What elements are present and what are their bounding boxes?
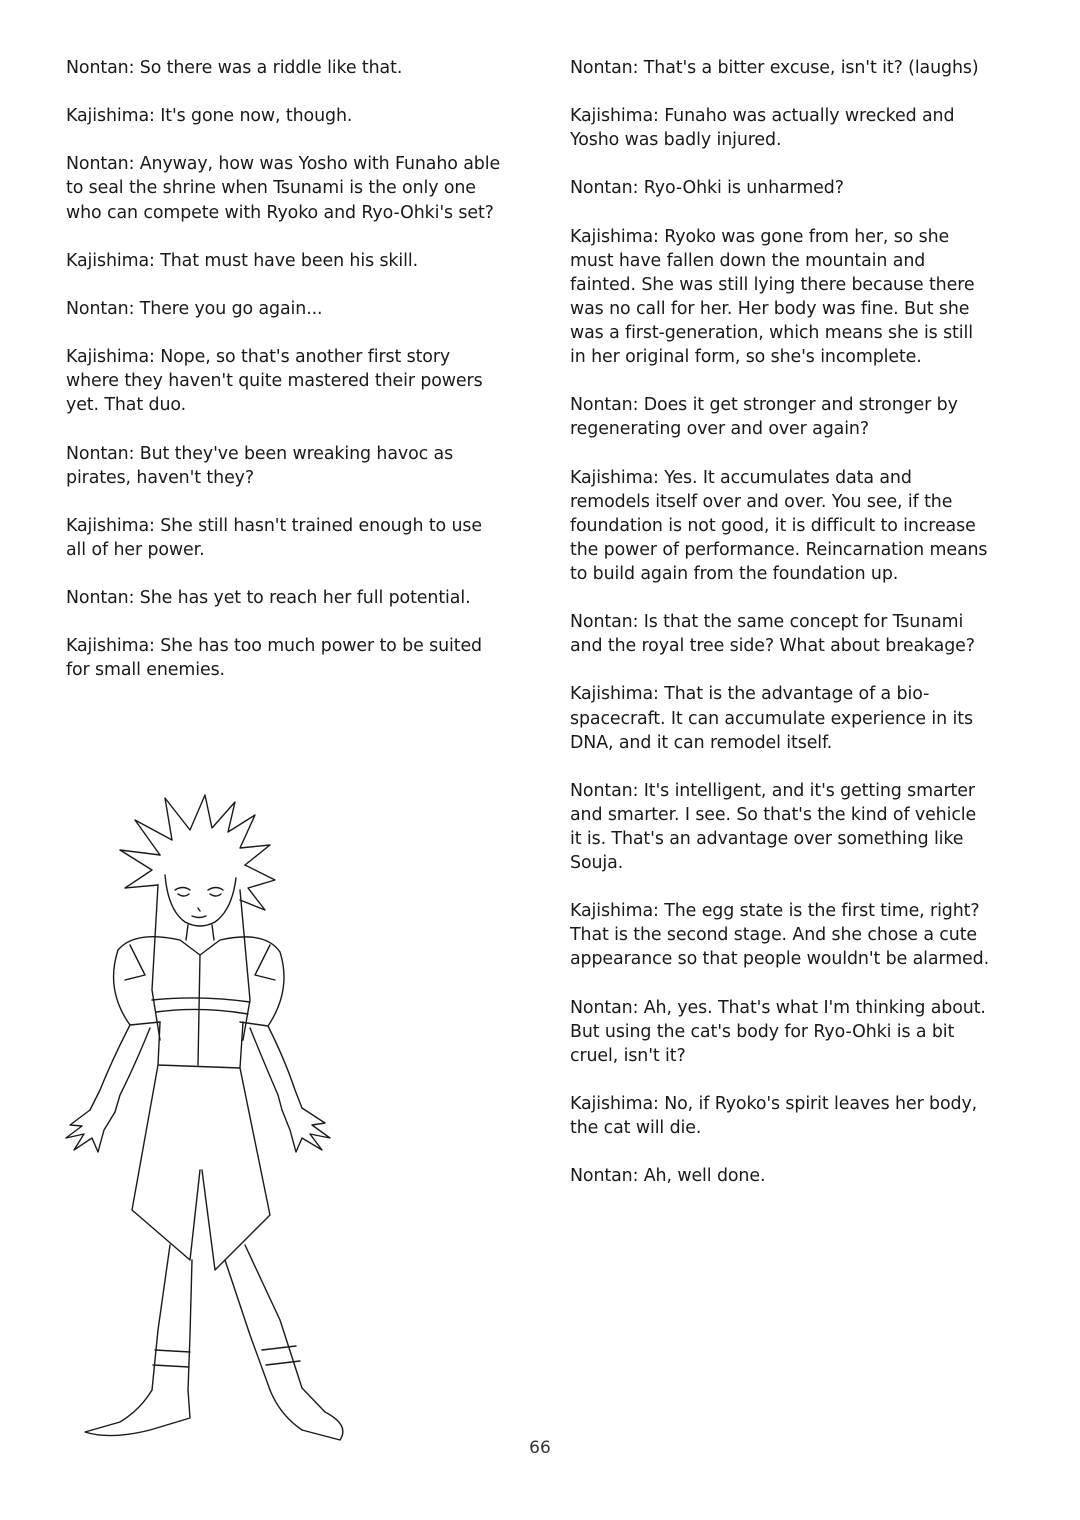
dialogue-paragraph: Nontan: That's a bitter excuse, isn't it? (laughs) xyxy=(570,58,979,78)
dialogue-paragraph: Nontan: So there was a riddle like that. xyxy=(66,58,403,78)
dialogue-paragraph: Kajishima: It's gone now, though. xyxy=(66,106,353,127)
left-column xyxy=(66,56,506,707)
dialogue-paragraph: Kajishima: No, if Ryoko's spirit leaves her body, the cat will die. xyxy=(570,1094,978,1139)
dialogue-paragraph: Nontan: Does it get stronger and stronger by regenerating over and over again? xyxy=(570,395,958,440)
dialogue-paragraph: Kajishima: The egg state is the first time, right? That is the second stage. And she chose a cute appearance so that people wouldn't be alarmed. xyxy=(570,901,990,970)
dialogue-paragraph: Kajishima: Funaho was actually wrecked and Yosho was badly injured. xyxy=(570,106,955,151)
dialogue-paragraph: Nontan: But they've been wreaking havoc as pirates, haven't they? xyxy=(66,443,454,488)
dialogue-paragraph: Nontan: It's intelligent, and it's getting smarter and smarter. I see. So that's the kind of vehicle it is. That's an advantage over something like Souja. xyxy=(570,780,977,874)
dialogue-paragraph: Nontan: Ah, yes. That's what I'm thinking about. But using the cat's body for Ryo-Ohki is a bit cruel, isn't it? xyxy=(570,997,986,1066)
right-column xyxy=(570,56,990,1213)
dialogue-paragraph: Kajishima: That is the advantage of a bio-spacecraft. It can accumulate experience in its DNA, and it can remodel itself. xyxy=(570,684,973,753)
dialogue-paragraph: Nontan: Anyway, how was Yosho with Funaho able to seal the shrine when Tsunami is the only one who can compete with Ryoko and Ryo-Ohki's set? xyxy=(66,154,501,223)
dialogue-paragraph: Nontan: Ryo-Ohki is unharmed? xyxy=(570,178,844,199)
dialogue-paragraph: Kajishima: Yes. It accumulates data and remodels itself over and over. You see, if the foundation is not good, it is difficult to increase the power of performance. Reincarnation means to build again from the foundation up. xyxy=(570,467,988,584)
dialogue-paragraph: Kajishima: That must have been his skill. xyxy=(66,250,419,271)
dialogue-paragraph: Kajishima: She has too much power to be suited for small enemies. xyxy=(66,636,482,681)
dialogue-paragraph: Nontan: There you go again... xyxy=(66,298,323,319)
dialogue-paragraph: Kajishima: Nope, so that's another first story where they haven't quite mastered their powers yet. That duo. xyxy=(66,347,483,416)
dialogue-paragraph: Nontan: Is that the same concept for Tsunami and the royal tree side? What about breakage? xyxy=(570,612,975,657)
character-sketch-icon xyxy=(40,790,420,1454)
dialogue-paragraph: Kajishima: She still hasn't trained enough to use all of her power. xyxy=(66,515,482,560)
dialogue-paragraph: Nontan: She has yet to reach her full potential. xyxy=(66,588,471,609)
dialogue-paragraph: Nontan: Ah, well done. xyxy=(570,1166,766,1187)
dialogue-paragraph: Kajishima: Ryoko was gone from her, so she must have fallen down the mountain and fainted. She was still lying there because there was no call for her. Her body was fine. But she was a first-generation, which means she is still in her original form, so she's incomplete. xyxy=(570,226,975,368)
page-number: 66 xyxy=(529,1438,551,1458)
